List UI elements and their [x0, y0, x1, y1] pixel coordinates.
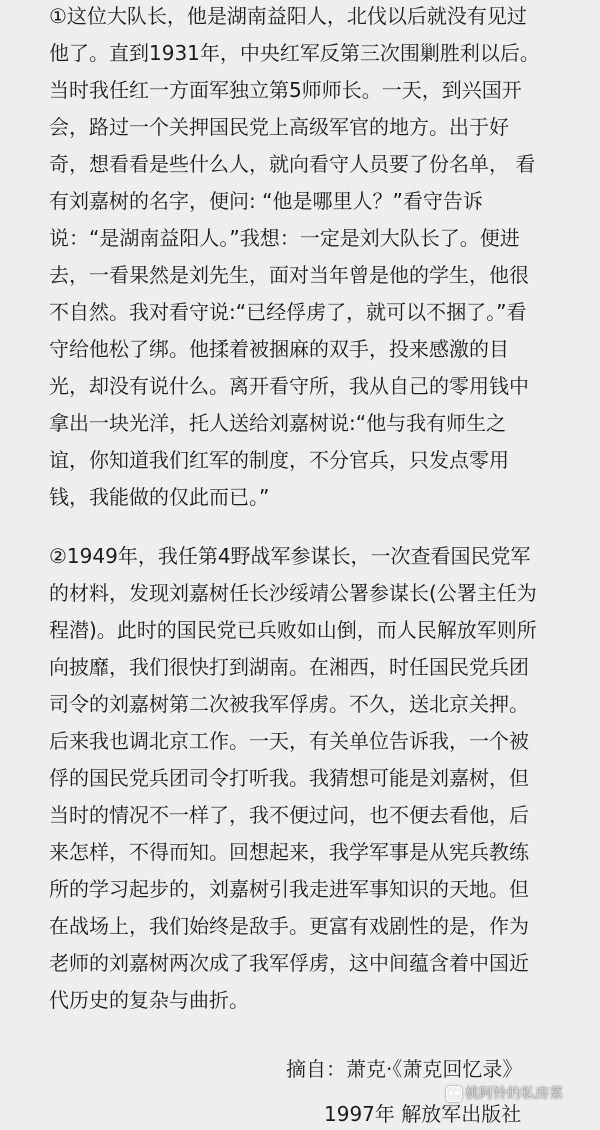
text-line: 在战场上，我们始终是敌手。更富有戏剧性的是，作为 [49, 914, 529, 938]
text-line: 守给他松了绑。他揉着被捆麻的双手，投来感激的目 [49, 337, 509, 361]
text-line: 俘的国民党兵团司令打听我。我猜想可能是刘嘉树，但 [49, 766, 529, 790]
text-line: 所的学习起步的，刘嘉树引我走进军事知识的天地。但 [49, 877, 529, 901]
publisher-attribution: 1997年 解放军出版社 [324, 1102, 522, 1126]
wechat-icon [446, 1086, 462, 1102]
text-line: 的材料，发现刘嘉树任长沙绥靖公署参谋长(公署主任为 [49, 581, 537, 605]
text-line: 向披靡，我们很快打到湖南。在湘西，时任国民党兵团 [49, 655, 529, 679]
text-line: 代历史的复杂与曲折。 [49, 988, 249, 1012]
text-line: 奇，想看看是些什么人，就向看守人员要了份名单， 看 [49, 152, 536, 176]
text-line: 不自然。我对看守说:“已经俘虏了，就可以不捆了。”看 [49, 300, 527, 324]
watermark-text: 桃阿铃的私房菜 [465, 1086, 563, 1102]
text-line: 去，一看果然是刘先生，面对当年曾是他的学生，他很 [49, 263, 529, 287]
text-line: 谊，你知道我们红军的制度，不分官兵，只发点零用 [49, 448, 509, 472]
text-line: 当时的情况不一样了，我不便过问，也不便去看他，后 [49, 803, 529, 827]
text-line: 老师的刘嘉树两次成了我军俘虏，这中间蕴含着中国近 [49, 951, 529, 975]
text-line: 司令的刘嘉树第二次被我军俘虏。不久，送北京关押。 [49, 692, 529, 716]
text-line: 拿出一块光洋，托人送给刘嘉树说:“他与我有师生之 [49, 411, 507, 435]
text-line: ②1949年，我任第4野战军参谋长，一次查看国民党军 [49, 544, 531, 568]
text-line: 他了。直到1931年，中央红军反第三次围剿胜利以后。 [49, 41, 540, 65]
paragraph-1 [49, 0, 559, 516]
text-line: 钱，我能做的仅此而已。” [49, 485, 270, 509]
text-line: 来怎样，不得而知。回想起来，我学军事是从宪兵教练 [49, 840, 529, 864]
source-attribution: 摘自：萧克·《萧克回忆录》 [286, 1057, 523, 1081]
text-line: ①这位大队长，他是湖南益阳人，北伐以后就没有见过 [49, 4, 527, 28]
text-line: 后来我也调北京工作。一天，有关单位告诉我，一个被 [49, 729, 529, 753]
text-line: 程潜)。此时的国民党已兵败如山倒，而人民解放军则所 [49, 618, 537, 642]
text-line: 有刘嘉树的名字，便问: “他是哪里人？”看守告诉 [49, 189, 483, 213]
text-line: 光，却没有说什么。离开看守所，我从自己的零用钱中 [49, 374, 529, 398]
text-line: 说：“是湖南益阳人。”我想：一定是刘大队长了。便进 [49, 226, 520, 250]
paragraph-2 [49, 538, 559, 1019]
text-line: 当时我任红一方面军独立第5师师长。一天，到兴国开 [49, 78, 522, 102]
text-line: 会，路过一个关押国民党上高级军官的地方。出于好 [49, 115, 509, 139]
watermark [446, 1085, 563, 1103]
